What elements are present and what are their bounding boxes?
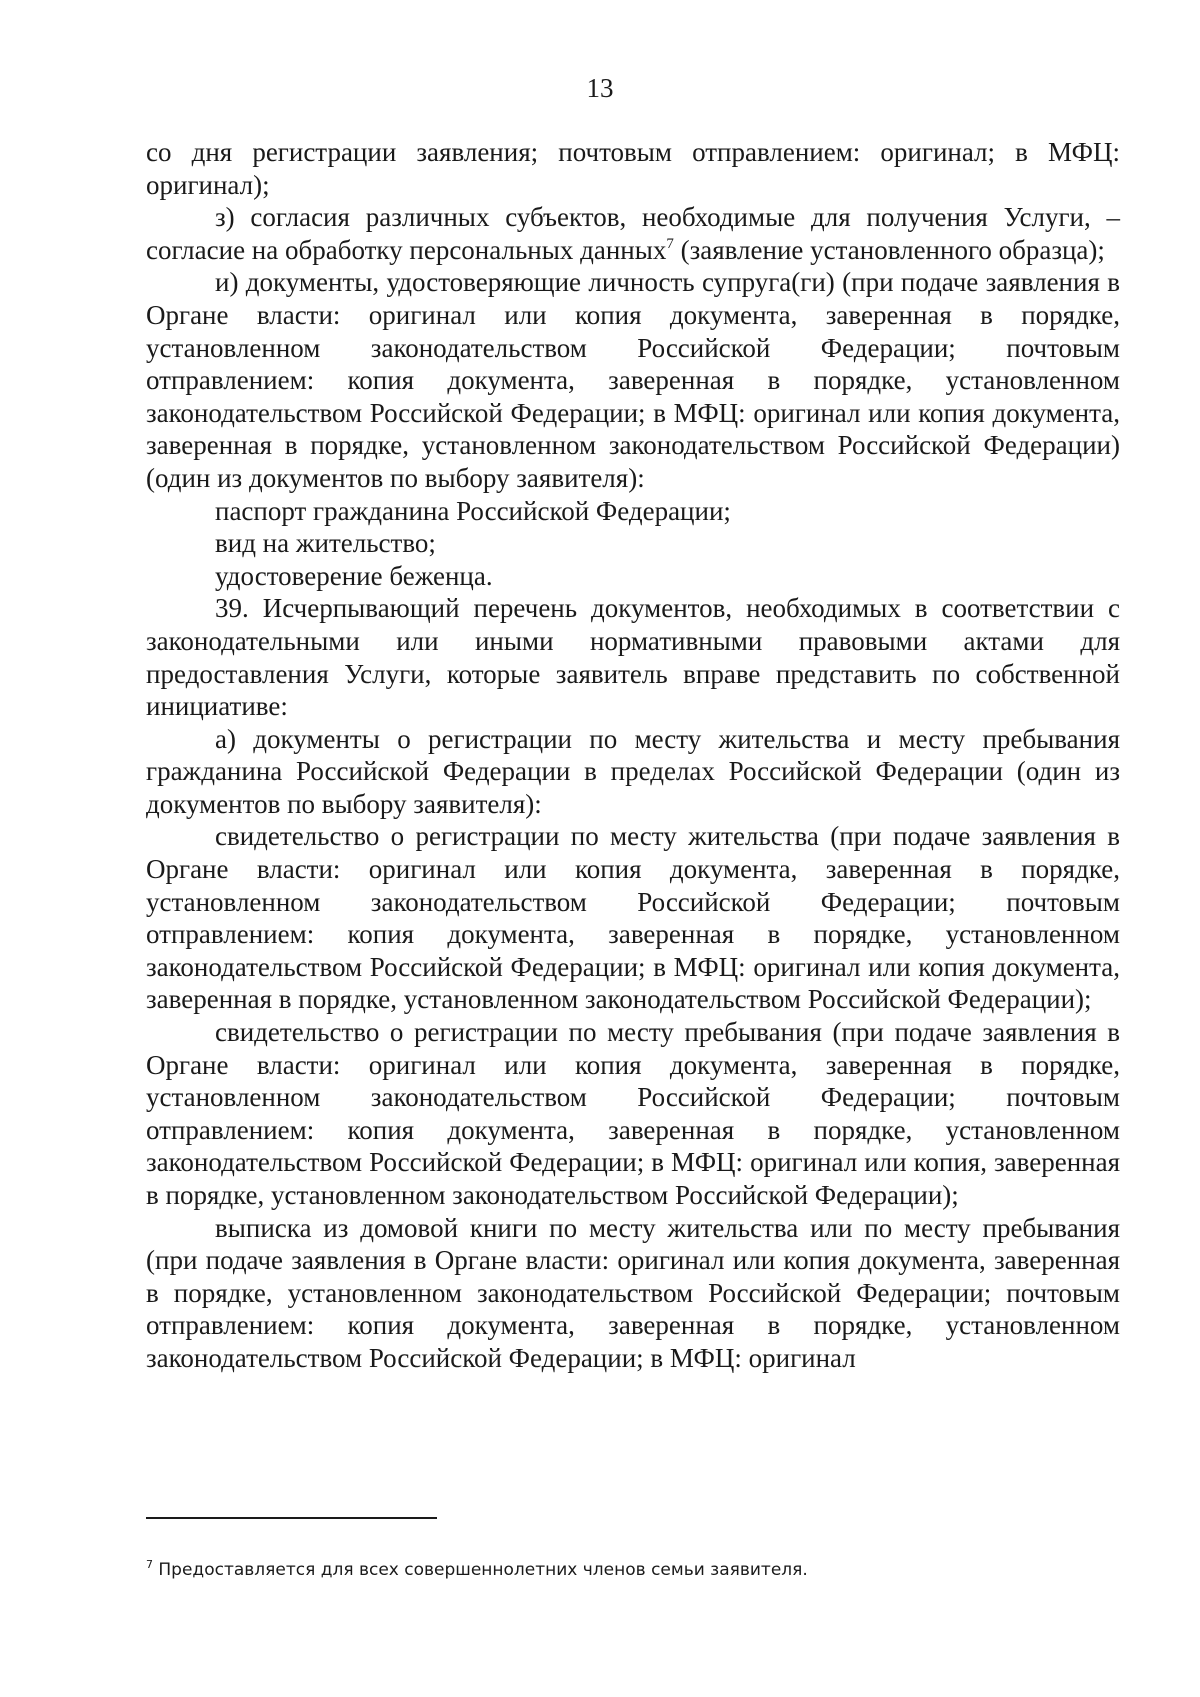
- paragraph-item-z: [146, 201, 1120, 266]
- paragraph-continuation: со дня регистрации заявления; почтовым отправлением: оригинал; в МФЦ: оригинал);: [146, 137, 1120, 200]
- paragraph-house-book-extract: выписка из домовой книги по месту жительства или по месту пребывания (при подаче заявления в Органе власти: оригинал или копия документа, заверенная в порядке, установленном законодательством Российской Федерации; почтовым отправлением: копия документа, заверенная в порядке, установленном законодательством Российской Федерации; в МФЦ: оригинал: [146, 1212, 1120, 1373]
- paragraph-text-before-footnote: з) согласия различных субъектов, необходимые для получения Услуги, – согласие на обработку персональных данных: [146, 202, 1120, 265]
- footnote-reference: 7: [666, 235, 674, 252]
- paragraph-stay-certificate: свидетельство о регистрации по месту пребывания (при подаче заявления в Органе власти: оригинал или копия документа, заверенная в порядке, установленном законодательством Российской Федерации; почтовым отправлением: копия документа, заверенная в порядке, установленном законодательством Российской Федерации; в МФЦ: оригинал или копия, заверенная в порядке, установленном законодательством Российской Федерации);: [146, 1017, 1120, 1210]
- footnote-marker: 7: [146, 1558, 153, 1571]
- list-item-residence-permit: вид на жительство;: [215, 528, 436, 559]
- paragraph-item-i: и) документы, удостоверяющие личность супруга(ги) (при подаче заявления в Органе власти: оригинал или копия документа, заверенная в порядке, установленном законодательством Российской Федерации; почтовым отправлением: копия документа, заверенная в порядке, установленном законодательством Российской Федерации; в МФЦ: оригинал или копия документа, заверенная в порядке, установленном законодательством Российской Федерации) (один из документов по выбору заявителя):: [146, 267, 1120, 493]
- document-body: [146, 136, 1120, 1375]
- paragraph-text-after-footnote: (заявление установленного образца);: [673, 234, 1105, 265]
- footnote-text: Предоставляется для всех совершеннолетних членов семьи заявителя.: [153, 1560, 808, 1580]
- paragraph-clause-39: 39. Исчерпывающий перечень документов, необходимых в соответствии с законодательными или иными нормативными правовыми актами для предоставления Услуги, которые заявитель вправе представить по собственной инициативе:: [146, 593, 1120, 722]
- page-number: 13: [586, 73, 614, 103]
- footnote-divider: [146, 1517, 437, 1519]
- list-item-passport: паспорт гражданина Российской Федерации;: [215, 495, 731, 526]
- list-item-refugee-certificate: удостоверение беженца.: [215, 560, 493, 591]
- paragraph-residence-certificate: свидетельство о регистрации по месту жительства (при подаче заявления в Органе власти: оригинал или копия документа, заверенная в порядке, установленном законодательством Российской Федерации; почтовым отправлением: копия документа, заверенная в порядке, установленном законодательством Российской Федерации; в МФЦ: оригинал или копия документа, заверенная в порядке, установленном законодательством Российской Федерации);: [146, 821, 1120, 1015]
- paragraph-item-a: а) документы о регистрации по месту жительства и месту пребывания гражданина Российской Федерации в пределах Российской Федерации (один из документов по выбору заявителя):: [146, 723, 1120, 819]
- footnote: [146, 1558, 1120, 1582]
